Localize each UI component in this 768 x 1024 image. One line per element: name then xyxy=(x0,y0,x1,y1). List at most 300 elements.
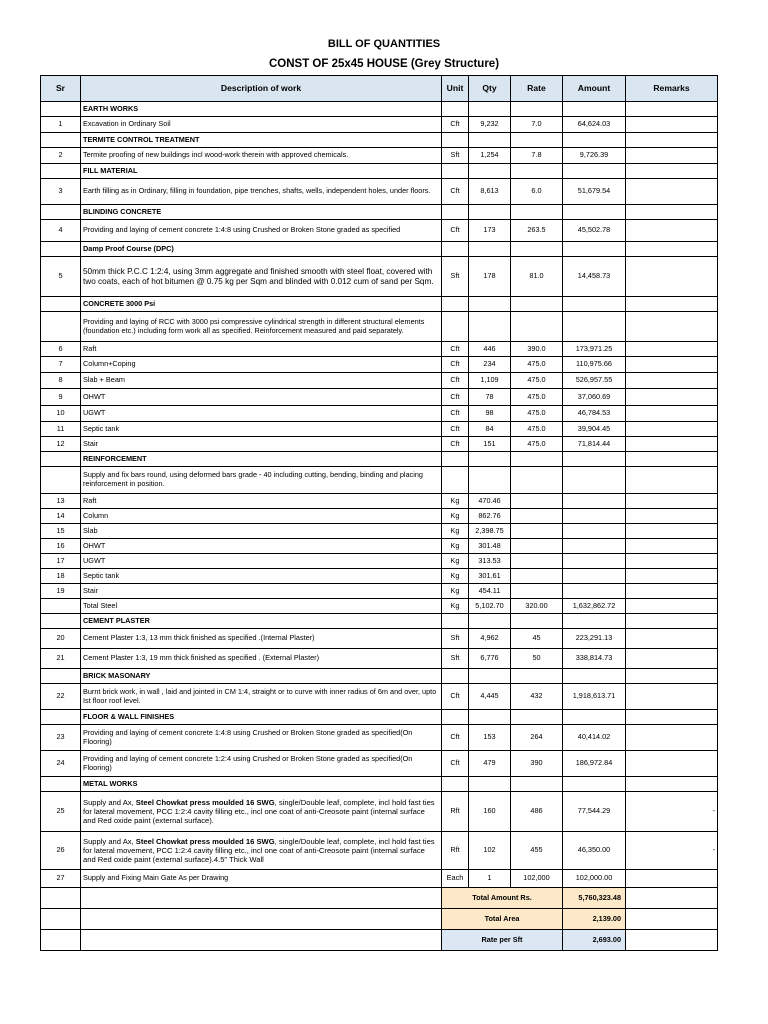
section-empty-cell xyxy=(442,710,469,725)
sr-cell: 24 xyxy=(41,751,81,777)
section-empty-cell xyxy=(442,164,469,179)
amount-cell xyxy=(563,312,626,342)
totals-empty-cell xyxy=(41,930,81,951)
table-row xyxy=(41,509,718,524)
rate-cell: 475.0 xyxy=(511,422,563,437)
rate-cell: 475.0 xyxy=(511,389,563,406)
sr-cell: 9 xyxy=(41,389,81,406)
unit-cell: Cft xyxy=(442,373,469,389)
unit-cell: Kg xyxy=(442,494,469,509)
qty-cell: 173 xyxy=(469,220,511,242)
section-empty-cell xyxy=(626,614,718,629)
unit-cell: Cft xyxy=(442,684,469,710)
amount-cell: 102,000.00 xyxy=(563,870,626,888)
section-heading-row xyxy=(41,164,718,179)
qty-cell xyxy=(469,312,511,342)
qty-cell: 153 xyxy=(469,725,511,751)
amount-cell xyxy=(563,494,626,509)
section-empty-cell xyxy=(469,164,511,179)
section-empty-cell xyxy=(469,669,511,684)
table-row xyxy=(41,406,718,422)
section-empty-cell xyxy=(511,102,563,117)
unit-cell: Kg xyxy=(442,509,469,524)
description-cell: Raft xyxy=(81,494,442,509)
rate-cell xyxy=(511,554,563,569)
totals-empty-cell xyxy=(626,909,718,930)
section-empty-cell xyxy=(626,710,718,725)
section-empty-cell xyxy=(626,297,718,312)
section-heading: Damp Proof Course (DPC) xyxy=(81,242,442,257)
sr-cell: 5 xyxy=(41,257,81,297)
section-empty-cell xyxy=(563,133,626,148)
section-heading: FILL MATERIAL xyxy=(81,164,442,179)
table-row xyxy=(41,649,718,669)
sr-cell xyxy=(41,312,81,342)
remarks-cell xyxy=(626,117,718,133)
description-cell xyxy=(81,792,442,832)
description-cell: Slab xyxy=(81,524,442,539)
rate-cell xyxy=(511,569,563,584)
description-cell: Supply and Fixing Main Gate As per Drawing xyxy=(81,870,442,888)
section-sr-cell xyxy=(41,242,81,257)
unit-cell: Cft xyxy=(442,422,469,437)
qty-cell: 9,232 xyxy=(469,117,511,133)
sr-cell: 1 xyxy=(41,117,81,133)
sr-cell: 22 xyxy=(41,684,81,710)
unit-cell xyxy=(442,312,469,342)
unit-cell: Kg xyxy=(442,539,469,554)
unit-cell: Cft xyxy=(442,179,469,205)
section-empty-cell xyxy=(626,102,718,117)
section-heading: CEMENT PLASTER xyxy=(81,614,442,629)
remarks-cell: - xyxy=(626,792,718,832)
qty-cell xyxy=(469,467,511,494)
table-row xyxy=(41,832,718,870)
qty-cell: 454.11 xyxy=(469,584,511,599)
totals-label: Total Area xyxy=(442,909,563,930)
section-sr-cell xyxy=(41,669,81,684)
section-empty-cell xyxy=(469,297,511,312)
remarks-cell xyxy=(626,467,718,494)
remarks-cell xyxy=(626,725,718,751)
amount-cell: 173,971.25 xyxy=(563,342,626,357)
section-empty-cell xyxy=(626,205,718,220)
description-cell: Providing and laying of cement concrete 1:4:8 using Crushed or Broken Stone graded as specified(On Flooring) xyxy=(81,725,442,751)
section-empty-cell xyxy=(442,297,469,312)
sr-cell: 16 xyxy=(41,539,81,554)
unit-cell: Cft xyxy=(442,751,469,777)
table-row xyxy=(41,751,718,777)
amount-cell xyxy=(563,539,626,554)
description-cell: Column xyxy=(81,509,442,524)
totals-empty-cell xyxy=(81,909,442,930)
table-row xyxy=(41,599,718,614)
section-empty-cell xyxy=(626,133,718,148)
table-row xyxy=(41,312,718,342)
amount-cell xyxy=(563,554,626,569)
section-empty-cell xyxy=(511,242,563,257)
section-sr-cell xyxy=(41,710,81,725)
section-heading-row xyxy=(41,452,718,467)
table-row xyxy=(41,539,718,554)
remarks-cell xyxy=(626,524,718,539)
qty-cell: 4,445 xyxy=(469,684,511,710)
unit-cell: Rft xyxy=(442,832,469,870)
totals-value: 2,693.00 xyxy=(563,930,626,951)
section-empty-cell xyxy=(511,777,563,792)
description-cell: Septic tank xyxy=(81,422,442,437)
description-cell: UGWT xyxy=(81,554,442,569)
remarks-cell xyxy=(626,357,718,373)
rate-cell xyxy=(511,312,563,342)
rate-cell: 475.0 xyxy=(511,406,563,422)
section-empty-cell xyxy=(469,242,511,257)
section-empty-cell xyxy=(469,205,511,220)
section-empty-cell xyxy=(511,297,563,312)
rate-cell: 102,000 xyxy=(511,870,563,888)
section-empty-cell xyxy=(563,102,626,117)
amount-cell: 338,814.73 xyxy=(563,649,626,669)
rate-cell: 6.0 xyxy=(511,179,563,205)
remarks-cell xyxy=(626,179,718,205)
remarks-cell xyxy=(626,554,718,569)
section-empty-cell xyxy=(563,297,626,312)
rate-cell: 320.00 xyxy=(511,599,563,614)
sr-cell: 20 xyxy=(41,629,81,649)
section-heading-row xyxy=(41,777,718,792)
amount-cell xyxy=(563,569,626,584)
column-header-description: Description of work xyxy=(81,76,442,102)
section-empty-cell xyxy=(511,669,563,684)
section-empty-cell xyxy=(563,242,626,257)
amount-cell: 526,957.55 xyxy=(563,373,626,389)
sr-cell: 6 xyxy=(41,342,81,357)
unit-cell: Cft xyxy=(442,389,469,406)
description-cell: Supply and fix bars round, using deformed bars grade - 40 including cutting, bending, binding and placing reinforcement in position. xyxy=(81,467,442,494)
section-empty-cell xyxy=(442,133,469,148)
description-cell: Septic tank xyxy=(81,569,442,584)
unit-cell: Cft xyxy=(442,725,469,751)
qty-cell: 479 xyxy=(469,751,511,777)
table-row xyxy=(41,389,718,406)
section-heading: EARTH WORKS xyxy=(81,102,442,117)
remarks-cell xyxy=(626,684,718,710)
rate-cell: 432 xyxy=(511,684,563,710)
rate-cell: 50 xyxy=(511,649,563,669)
remarks-cell xyxy=(626,629,718,649)
section-empty-cell xyxy=(442,452,469,467)
unit-cell: Sft xyxy=(442,148,469,164)
section-empty-cell xyxy=(626,164,718,179)
section-empty-cell xyxy=(442,102,469,117)
totals-row xyxy=(41,888,718,909)
sr-cell: 2 xyxy=(41,148,81,164)
rate-cell: 264 xyxy=(511,725,563,751)
sr-cell: 10 xyxy=(41,406,81,422)
section-empty-cell xyxy=(469,710,511,725)
rate-cell: 390.0 xyxy=(511,342,563,357)
description-text: , single/Double leaf, complete, incl hold fast ties for lateral movement, PCC 1:2:4 cavity filling etc., incl one coat of anti-Creosote paint (internal surface and Red oxide paint (external surface).4.5" Thick Wall xyxy=(83,837,435,864)
remarks-cell xyxy=(626,584,718,599)
column-header-rate: Rate xyxy=(511,76,563,102)
rate-cell: 475.0 xyxy=(511,357,563,373)
rate-cell: 7.0 xyxy=(511,117,563,133)
rate-cell: 390 xyxy=(511,751,563,777)
table-row xyxy=(41,373,718,389)
section-heading-row xyxy=(41,133,718,148)
amount-cell: 71,814.44 xyxy=(563,437,626,452)
sr-cell: 15 xyxy=(41,524,81,539)
rate-cell xyxy=(511,494,563,509)
section-sr-cell xyxy=(41,205,81,220)
unit-cell: Cft xyxy=(442,357,469,373)
remarks-cell xyxy=(626,389,718,406)
sr-cell: 12 xyxy=(41,437,81,452)
table-row xyxy=(41,257,718,297)
qty-cell: 78 xyxy=(469,389,511,406)
totals-empty-cell xyxy=(626,930,718,951)
section-heading: BRICK MASONARY xyxy=(81,669,442,684)
qty-cell: 1,109 xyxy=(469,373,511,389)
description-cell: Excavation in Ordinary Soil xyxy=(81,117,442,133)
table-row xyxy=(41,569,718,584)
unit-cell: Kg xyxy=(442,524,469,539)
section-empty-cell xyxy=(626,777,718,792)
unit-cell: Sft xyxy=(442,257,469,297)
table-row xyxy=(41,342,718,357)
remarks-cell xyxy=(626,494,718,509)
remarks-cell xyxy=(626,509,718,524)
section-heading: TERMITE CONTROL TREATMENT xyxy=(81,133,442,148)
section-heading: CONCRETE 3000 Psi xyxy=(81,297,442,312)
amount-cell: 223,291.13 xyxy=(563,629,626,649)
unit-cell: Kg xyxy=(442,599,469,614)
unit-cell: Kg xyxy=(442,569,469,584)
totals-empty-cell xyxy=(41,888,81,909)
qty-cell: 234 xyxy=(469,357,511,373)
qty-cell: 313.53 xyxy=(469,554,511,569)
totals-empty-cell xyxy=(626,888,718,909)
section-empty-cell xyxy=(511,164,563,179)
remarks-cell xyxy=(626,373,718,389)
totals-value: 5,760,323.48 xyxy=(563,888,626,909)
section-sr-cell xyxy=(41,297,81,312)
rate-cell xyxy=(511,539,563,554)
qty-cell: 151 xyxy=(469,437,511,452)
description-cell xyxy=(81,832,442,870)
sr-cell: 14 xyxy=(41,509,81,524)
section-empty-cell xyxy=(511,205,563,220)
table-row xyxy=(41,584,718,599)
amount-cell: 46,350.00 xyxy=(563,832,626,870)
column-header-sr: Sr xyxy=(41,76,81,102)
section-empty-cell xyxy=(626,452,718,467)
sr-cell: 25 xyxy=(41,792,81,832)
remarks-cell xyxy=(626,312,718,342)
column-header-remarks: Remarks xyxy=(626,76,718,102)
amount-cell: 1,632,862.72 xyxy=(563,599,626,614)
unit-cell: Cft xyxy=(442,437,469,452)
description-cell: 50mm thick P.C.C 1:2:4, using 3mm aggregate and finished smooth with steel float, covered with two coats, each of hot bitumen @ 0.75 kg per Sqm and blinded with 0.012 cum of sand per Sqm. xyxy=(81,257,442,297)
unit-cell: Cft xyxy=(442,342,469,357)
remarks-cell xyxy=(626,870,718,888)
description-bold-text: Steel Chowkat press moulded 16 SWG xyxy=(135,837,275,846)
unit-cell: Cft xyxy=(442,406,469,422)
table-row xyxy=(41,524,718,539)
table-row xyxy=(41,148,718,164)
table-row xyxy=(41,117,718,133)
table-row xyxy=(41,437,718,452)
section-empty-cell xyxy=(511,614,563,629)
section-sr-cell xyxy=(41,133,81,148)
boq-body xyxy=(41,102,718,951)
table-row xyxy=(41,494,718,509)
unit-cell: Each xyxy=(442,870,469,888)
totals-label: Total Amount Rs. xyxy=(442,888,563,909)
qty-cell: 301.48 xyxy=(469,539,511,554)
section-empty-cell xyxy=(563,205,626,220)
section-empty-cell xyxy=(469,777,511,792)
section-empty-cell xyxy=(469,614,511,629)
amount-cell xyxy=(563,467,626,494)
description-cell: Cement Plaster 1:3, 13 mm thick finished as specified .(Internal Plaster) xyxy=(81,629,442,649)
qty-cell: 98 xyxy=(469,406,511,422)
amount-cell: 77,544.29 xyxy=(563,792,626,832)
qty-cell: 446 xyxy=(469,342,511,357)
unit-cell: Kg xyxy=(442,554,469,569)
section-heading-row xyxy=(41,614,718,629)
rate-cell: 81.0 xyxy=(511,257,563,297)
description-cell: Providing and laying of cement concrete 1:4:8 using Crushed or Broken Stone graded as specified xyxy=(81,220,442,242)
rate-cell: 45 xyxy=(511,629,563,649)
amount-cell: 14,458.73 xyxy=(563,257,626,297)
section-heading-row xyxy=(41,297,718,312)
description-cell: OHWT xyxy=(81,539,442,554)
remarks-cell xyxy=(626,599,718,614)
section-empty-cell xyxy=(469,452,511,467)
section-empty-cell xyxy=(563,669,626,684)
section-empty-cell xyxy=(626,242,718,257)
amount-cell: 39,904.45 xyxy=(563,422,626,437)
sr-cell: 18 xyxy=(41,569,81,584)
amount-cell: 46,784.53 xyxy=(563,406,626,422)
totals-row xyxy=(41,930,718,951)
section-empty-cell xyxy=(442,614,469,629)
table-row xyxy=(41,357,718,373)
section-heading-row xyxy=(41,669,718,684)
section-empty-cell xyxy=(563,777,626,792)
section-heading: BLINDING CONCRETE xyxy=(81,205,442,220)
qty-cell: 178 xyxy=(469,257,511,297)
table-row xyxy=(41,870,718,888)
section-sr-cell xyxy=(41,452,81,467)
section-sr-cell xyxy=(41,164,81,179)
table-row xyxy=(41,629,718,649)
description-text: Supply and Ax, xyxy=(83,837,136,846)
section-sr-cell xyxy=(41,777,81,792)
section-heading-row xyxy=(41,242,718,257)
qty-cell: 4,962 xyxy=(469,629,511,649)
remarks-cell xyxy=(626,220,718,242)
remarks-cell xyxy=(626,437,718,452)
sr-cell: 23 xyxy=(41,725,81,751)
totals-empty-cell xyxy=(81,930,442,951)
totals-label: Rate per Sft xyxy=(442,930,563,951)
section-empty-cell xyxy=(511,133,563,148)
sr-cell: 19 xyxy=(41,584,81,599)
description-cell: Raft xyxy=(81,342,442,357)
section-empty-cell xyxy=(469,133,511,148)
amount-cell: 51,679.54 xyxy=(563,179,626,205)
unit-cell: Sft xyxy=(442,629,469,649)
table-row xyxy=(41,554,718,569)
amount-cell xyxy=(563,524,626,539)
unit-cell: Cft xyxy=(442,220,469,242)
sr-cell xyxy=(41,467,81,494)
description-cell: Total Steel xyxy=(81,599,442,614)
sr-cell: 7 xyxy=(41,357,81,373)
description-cell: Slab + Beam xyxy=(81,373,442,389)
remarks-cell xyxy=(626,569,718,584)
unit-cell: Rft xyxy=(442,792,469,832)
rate-cell xyxy=(511,524,563,539)
document-title: BILL OF QUANTITIES xyxy=(327,38,441,50)
column-header-qty: Qty xyxy=(469,76,511,102)
rate-cell: 475.0 xyxy=(511,373,563,389)
section-empty-cell xyxy=(563,710,626,725)
section-empty-cell xyxy=(442,669,469,684)
sr-cell: 13 xyxy=(41,494,81,509)
remarks-cell xyxy=(626,539,718,554)
qty-cell: 862.76 xyxy=(469,509,511,524)
description-cell: Stair xyxy=(81,584,442,599)
section-empty-cell xyxy=(469,102,511,117)
description-cell: Earth filling as in Ordinary, filling in foundation, pipe trenches, shafts, wells, independent holes, under floors. xyxy=(81,179,442,205)
remarks-cell xyxy=(626,649,718,669)
remarks-cell xyxy=(626,342,718,357)
description-text: , single/Double leaf, complete, incl hold fast ties for lateral movement, PCC 1:2:4 cavity filling etc., incl one coat of anti-Creosote paint (internal surface and Red oxide paint (external surface). xyxy=(83,798,435,825)
unit-cell: Kg xyxy=(442,584,469,599)
boq-table xyxy=(40,75,718,951)
remarks-cell: - xyxy=(626,832,718,870)
table-row xyxy=(41,792,718,832)
amount-cell: 37,060.69 xyxy=(563,389,626,406)
description-text: Supply and Ax, xyxy=(83,798,136,807)
table-row xyxy=(41,725,718,751)
table-row xyxy=(41,422,718,437)
description-cell: Burnt brick work, in wall , laid and jointed in CM 1:4, straight or to curve with inner radius of 6m and over, upto Ist floor roof level. xyxy=(81,684,442,710)
qty-cell: 84 xyxy=(469,422,511,437)
qty-cell: 160 xyxy=(469,792,511,832)
section-empty-cell xyxy=(442,777,469,792)
qty-cell: 1,254 xyxy=(469,148,511,164)
section-empty-cell xyxy=(563,614,626,629)
sr-cell: 26 xyxy=(41,832,81,870)
amount-cell: 1,918,613.71 xyxy=(563,684,626,710)
sr-cell: 4 xyxy=(41,220,81,242)
description-cell: Stair xyxy=(81,437,442,452)
unit-cell: Cft xyxy=(442,117,469,133)
amount-cell xyxy=(563,509,626,524)
sr-cell: 11 xyxy=(41,422,81,437)
table-row xyxy=(41,220,718,242)
description-bold-text: Steel Chowkat press moulded 16 SWG xyxy=(135,798,275,807)
qty-cell: 470.46 xyxy=(469,494,511,509)
remarks-cell xyxy=(626,148,718,164)
amount-cell: 110,975.66 xyxy=(563,357,626,373)
rate-cell xyxy=(511,509,563,524)
description-cell: Termite proofing of new buildings incl wood-work therein with approved chemicals. xyxy=(81,148,442,164)
